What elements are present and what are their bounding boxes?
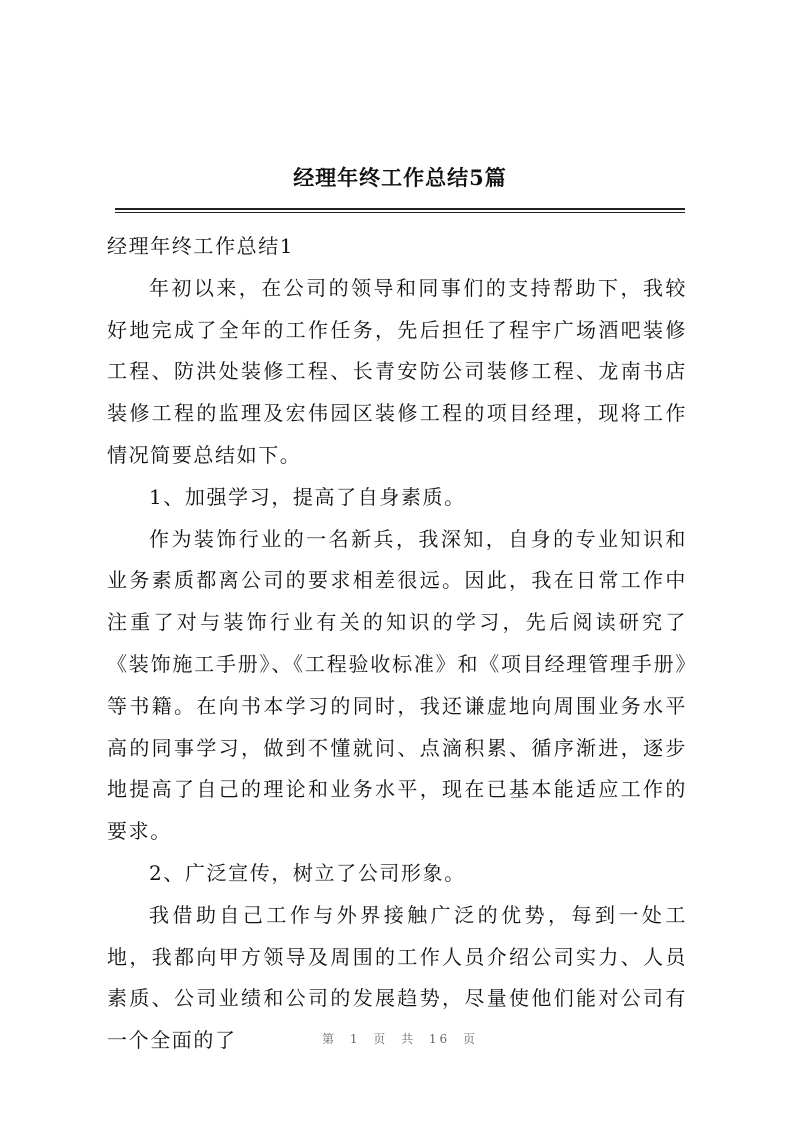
title-divider [115,208,685,213]
paragraph: 1、加强学习，提高了自身素质。 [149,484,466,509]
paragraph: 我借助自己工作与外界接触广泛的优势，每到一处工地，我都向甲方领导及周围的工作人员介绍公司实力、人员素质、公司业绩和公司的发展趋势，尽量使他们能对公司有一个全面的了 [107,902,687,1053]
paragraph: 年初以来，在公司的领导和同事们的支持帮助下，我较好地完成了全年的工作任务，先后担任了程宇广场酒吧装修工程、防洪处装修工程、长青安防公司装修工程、龙南书店装修工程的监理及宏伟园区装修工程的项目经理，现将工作情况简要总结如下。 [107,275,687,467]
page-number: 第 1 页 共 16 页 [322,1032,478,1046]
document-title: 经理年终工作总结5篇 [293,165,507,190]
paragraph: 2、广泛宣传，树立了公司形象。 [149,860,466,885]
document-body [107,226,687,1062]
section-subtitle: 经理年终工作总结1 [107,234,295,258]
paragraph: 作为装饰行业的一名新兵，我深知，自身的专业知识和业务素质都离公司的要求相差很远。因此，我在日常工作中注重了对与装饰行业有关的知识的学习，先后阅读研究了《装饰施工手册》、《工程验收标准》和《项目经理管理手册》等书籍。在向书本学习的同时，我还谦虚地向周围业务水平高的同事学习，做到不懂就问、点滴积累、循序渐进，逐步地提高了自己的理论和业务水平，现在已基本能适应工作的要求。 [107,526,687,844]
